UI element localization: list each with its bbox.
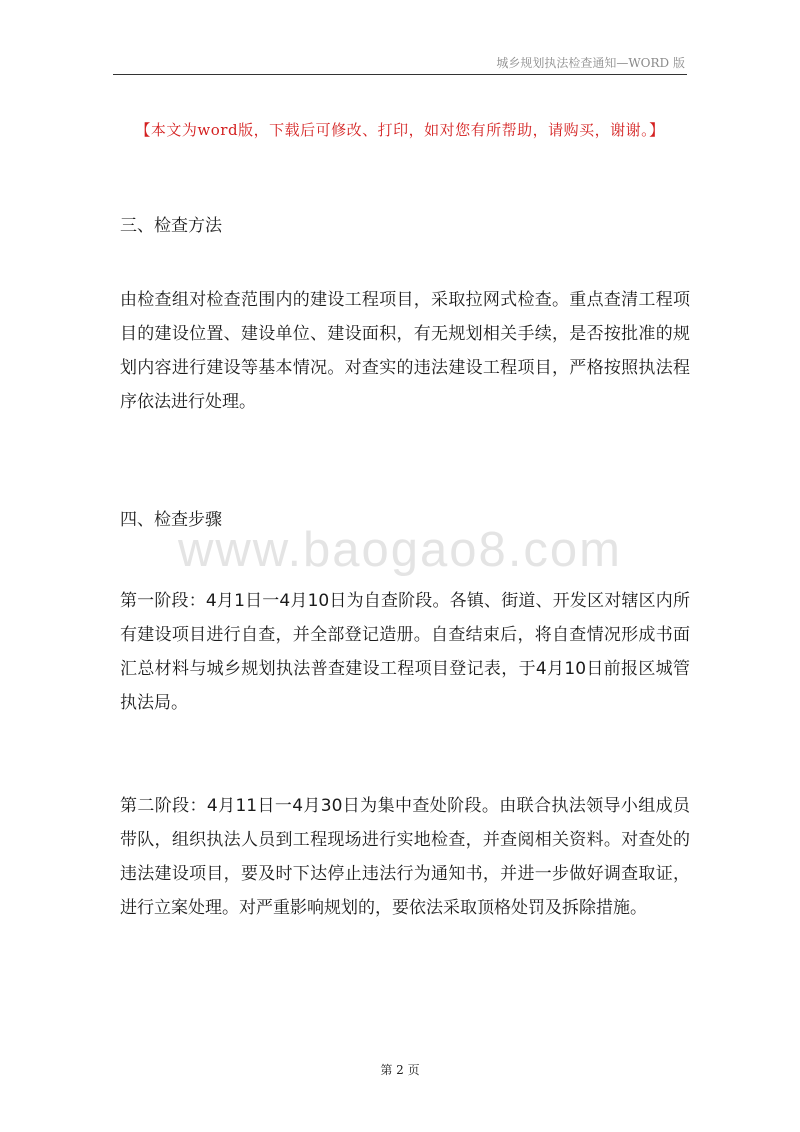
paragraph-method: 由检查组对检查范围内的建设工程项目，采取拉网式检查。重点查清工程项目的建设位置、建设单位、建设面积，有无规划相关手续，是否按批准的规划内容进行建设等基本情况。对查实的违法建设工程项目，严格按照执法程序依法进行处理。 [120, 290, 690, 412]
purchase-notice: 【本文为word版，下载后可修改、打印，如对您有所帮助，请购买，谢谢。】 [135, 121, 665, 139]
paragraph-stage-2: 第二阶段：4月11日一4月30日为集中查处阶段。由联合执法领导小组成员带队，组织执法人员到工程现场进行实地检查，并查阅相关资料。对查处的违法建设项目，要及时下达停止违法行为通知书，并进一步做好调查取证，进行立案处理。对严重影响规划的，要依法采取顶格处罚及拆除措施。 [120, 796, 690, 918]
paragraph-stage-1: 第一阶段：4月1日一4月10日为自查阶段。各镇、街道、开发区对辖区内所有建设项目进行自查，并全部登记造册。自查结束后，将自查情况形成书面汇总材料与城乡规划执法普查建设工程项目登记表，于4月10日前报区城管执法局。 [120, 591, 690, 713]
header-title: 城乡规划执法检查通知—WORD 版 [496, 56, 685, 70]
page-number: 第 2 页 [380, 1063, 420, 1077]
header-divider [113, 74, 687, 75]
section-heading-method: 三、检查方法 [120, 216, 222, 236]
section-heading-steps: 四、检查步骤 [120, 510, 222, 530]
watermark: www.baogao8.com [177, 523, 622, 577]
